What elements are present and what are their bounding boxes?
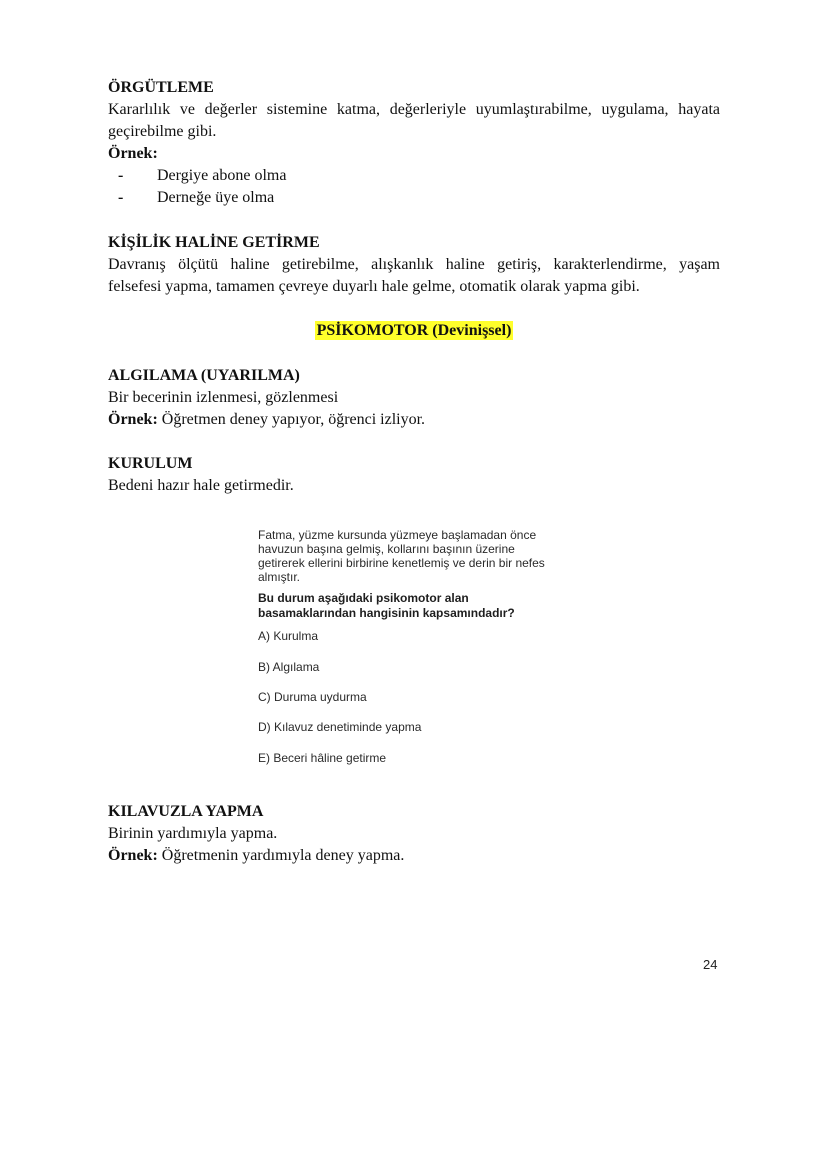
kilavuzla-body: Birinin yardımıyla yapma. xyxy=(108,825,278,842)
question-stem-line: getirerek ellerini birbirine kenetlemiş ve derin bir nefes xyxy=(258,556,545,570)
algilama-body: Bir becerinin izlenmesi, gözlenmesi xyxy=(108,389,339,406)
example-label: Örnek: xyxy=(108,411,158,428)
algilama-example xyxy=(108,410,425,430)
question-image xyxy=(252,524,582,774)
example-text: Öğretmenin yardımıyla deney yapma. xyxy=(157,847,405,864)
section-title-psikomotor xyxy=(0,320,828,342)
orgutleme-body-line-2: geçirebilme gibi. xyxy=(108,123,217,140)
kurulum-body: Bedeni hazır hale getirmedir. xyxy=(108,477,294,494)
answer-option-a: A) Kurulma xyxy=(258,629,319,643)
question-stem-line: almıştır. xyxy=(258,570,301,584)
bullet-dash: - xyxy=(118,167,124,184)
answer-option-b: B) Algılama xyxy=(258,660,320,674)
page-number: 24 xyxy=(703,957,718,972)
answer-option-c: C) Duruma uydurma xyxy=(258,690,367,704)
heading-kisilik: KİŞİLİK HALİNE GETİRME xyxy=(108,234,320,251)
list-item-text: Dergiye abone olma xyxy=(157,167,287,184)
question-prompt-line: basamaklarından hangisinin kapsamındadır? xyxy=(258,606,515,620)
question-prompt-line: Bu durum aşağıdaki psikomotor alan xyxy=(258,591,469,605)
question-stem-line: Fatma, yüzme kursunda yüzmeye başlamadan önce xyxy=(258,528,537,542)
kisilik-body-line-1: Davranış ölçütü haline getirebilme, alışkanlık haline getiriş, karakterlendirme, yaşam xyxy=(108,256,720,273)
heading-kurulum: KURULUM xyxy=(108,455,193,472)
orgutleme-body-line-1: Kararlılık ve değerler sistemine katma, değerleriyle uyumlaştırabilme, uygulama, hayata xyxy=(108,101,720,118)
question-stem-line: havuzun başına gelmiş, kollarını başının üzerine xyxy=(258,542,515,556)
example-label: Örnek: xyxy=(108,847,158,864)
answer-option-e: E) Beceri hâline getirme xyxy=(258,751,387,765)
bullet-dash: - xyxy=(118,189,124,206)
orgutleme-example-label: Örnek: xyxy=(108,145,158,162)
example-text: Öğretmen deney yapıyor, öğrenci izliyor. xyxy=(157,411,426,428)
answer-option-d: D) Kılavuz denetiminde yapma xyxy=(258,720,422,734)
list-item-text: Derneğe üye olma xyxy=(157,189,275,206)
kilavuzla-example xyxy=(108,846,404,866)
kisilik-body-line-2: felsefesi yapma, tamamen çevreye duyarlı hale gelme, otomatik olarak yapma gibi. xyxy=(108,278,640,295)
heading-algilama: ALGILAMA (UYARILMA) xyxy=(108,367,300,384)
highlighted-title: PSİKOMOTOR (Devinişsel) xyxy=(316,322,512,339)
heading-orgutleme: ÖRGÜTLEME xyxy=(108,79,214,96)
heading-kilavuzla: KILAVUZLA YAPMA xyxy=(108,803,264,820)
